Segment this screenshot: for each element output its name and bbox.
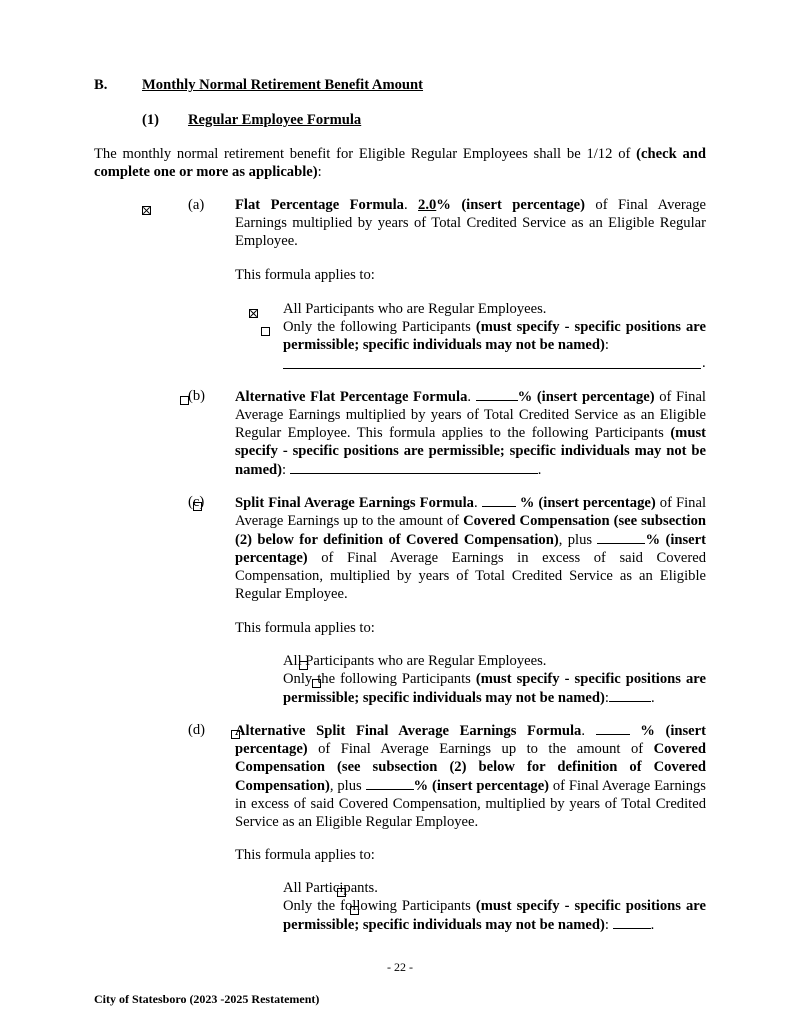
option-a-all-text: All Participants who are Regular Employees. bbox=[283, 301, 547, 317]
section-title: Monthly Normal Retirement Benefit Amount bbox=[142, 77, 424, 93]
option-d-percentage-blank[interactable] bbox=[596, 721, 630, 735]
option-d-only-text: Only the following Participants (must specify - specific positions are permissible; specific individuals may not be named): . bbox=[283, 898, 706, 933]
option-d-percentage2-blank[interactable] bbox=[366, 776, 414, 790]
option-a-checkbox[interactable] bbox=[142, 206, 151, 215]
option-c-percentage2-blank[interactable] bbox=[597, 530, 645, 544]
intro-paragraph: The monthly normal retirement benefit for Eligible Regular Employees shall be 1/12 of (check and complete one or more as applicable): bbox=[94, 146, 707, 180]
option-a-text: Flat Percentage Formula. 2.0% (insert percentage) of Final Average Earnings multiplied by years of Total Credited Service as an Eligible Regular Employee. bbox=[235, 197, 706, 249]
option-d-all-text: All Participants. bbox=[283, 880, 378, 896]
option-c-percentage-blank[interactable] bbox=[482, 493, 516, 507]
option-c-only-blank[interactable] bbox=[609, 688, 651, 702]
option-a-only-checkbox[interactable] bbox=[261, 327, 270, 336]
document-footer: City of Statesboro (2023 -2025 Restatement) bbox=[94, 992, 320, 1006]
option-a-percentage[interactable]: 2.0 bbox=[418, 197, 437, 213]
option-b-participants-blank[interactable] bbox=[290, 460, 538, 474]
option-b-text: Alternative Flat Percentage Formula. % (insert percentage) of Final Average Earnings multiplied by years of Total Credited Service as an Eligible Regular Employee. This formula applies to the following Participants (must specify - specific positions are permissible; specific individuals may not be named): . bbox=[235, 389, 706, 478]
option-d-text: Alternative Split Final Average Earnings Formula. % (insert percentage) of Final Average Earnings up to the amount of Covered Compensation (see subsection (2) below for definition of Covered Compensation), plus % (insert percentage) of Final Average Earnings in excess of said Covered Compensation, multiplied by years of Total Credited Service as an Eligible Regular Employee. bbox=[235, 723, 706, 830]
option-c-all-text: All Participants who are Regular Employees. bbox=[283, 653, 547, 669]
option-a-applies: This formula applies to: bbox=[235, 267, 375, 283]
option-b-percentage-blank[interactable] bbox=[476, 387, 518, 401]
option-c-applies: This formula applies to: bbox=[235, 620, 375, 636]
option-d-applies: This formula applies to: bbox=[235, 847, 375, 863]
section-letter: B. bbox=[94, 77, 108, 93]
option-b-label: (b) bbox=[188, 388, 206, 404]
option-a-label: (a) bbox=[188, 197, 205, 213]
subsection-title: Regular Employee Formula bbox=[188, 112, 362, 128]
option-a-only-text: Only the following Participants (must specify - specific positions are permissible; specific individuals may not be named): bbox=[283, 319, 706, 353]
option-c-only-text: Only the following Participants (must specify - specific positions are permissible; specific individuals may not be named): . bbox=[283, 671, 706, 706]
option-a-all-checkbox[interactable] bbox=[249, 309, 258, 318]
option-d-only-blank[interactable] bbox=[613, 915, 651, 929]
option-d-label: (d) bbox=[188, 722, 206, 738]
subsection-number: (1) bbox=[142, 112, 160, 128]
option-c-text: Split Final Average Earnings Formula. % (insert percentage) of Final Average Earnings up to the amount of Covered Compensation (see subsection (2) below for definition of Covered Compensation), plus % (insert percentage) of Final Average Earnings in excess of said Covered Compensation, multiplied by years of Total Credited Service as an Eligible Regular Employee. bbox=[235, 495, 706, 602]
option-c-label: (c) bbox=[188, 494, 205, 510]
page-number: - 22 - bbox=[387, 960, 413, 974]
option-a-only-blank[interactable] bbox=[283, 368, 701, 369]
